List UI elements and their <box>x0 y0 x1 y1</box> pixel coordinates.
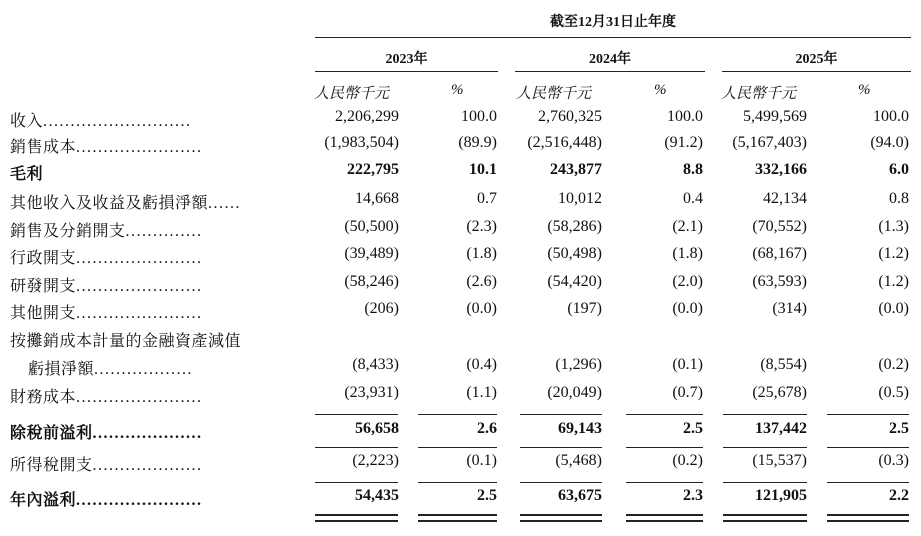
unit-amount-2023: 人民幣千元 <box>314 86 390 102</box>
amount-cell: (39,489) <box>344 245 399 262</box>
percent-cell: (1.2) <box>878 245 909 262</box>
amount-cell: 5,499,569 <box>743 108 807 125</box>
percent-cell: (94.0) <box>870 134 909 151</box>
percent-cell: 100.0 <box>873 108 909 125</box>
percent-cell: (0.5) <box>878 384 909 401</box>
subtotal-rule <box>827 482 909 483</box>
subtotal-rule <box>418 447 497 448</box>
amount-cell: 56,658 <box>355 420 399 437</box>
percent-cell: (0.2) <box>878 356 909 373</box>
total-double-rule <box>626 514 703 522</box>
percent-cell: 10.1 <box>469 161 497 178</box>
row-label <box>10 300 203 323</box>
amount-cell: (63,593) <box>752 273 807 290</box>
table-row <box>0 218 921 244</box>
amount-cell: (70,552) <box>752 218 807 235</box>
leader-dots: .................... <box>92 425 203 442</box>
subtotal-rule <box>315 414 398 415</box>
amount-cell: (68,167) <box>752 245 807 262</box>
year-2023-rule <box>315 71 498 72</box>
amount-cell: (2,223) <box>352 452 399 469</box>
row-label <box>10 161 43 184</box>
amount-cell: (20,049) <box>547 384 602 401</box>
row-label-text: 研發開支 <box>10 278 77 295</box>
amount-cell: (58,286) <box>547 218 602 235</box>
subtotal-rule <box>626 482 703 483</box>
subtotal-rule <box>626 447 703 448</box>
row-label-text: 收入 <box>10 113 44 130</box>
total-double-rule <box>723 514 807 522</box>
percent-cell: 6.0 <box>889 161 909 178</box>
row-label-text: 虧損淨額 <box>28 361 95 378</box>
leader-dots: ....................... <box>76 278 203 295</box>
amount-cell: (8,433) <box>352 356 399 373</box>
table-row <box>0 108 921 134</box>
row-label <box>10 273 203 296</box>
percent-cell: 2.5 <box>683 420 703 437</box>
percent-cell: 2.5 <box>477 487 497 504</box>
unit-amount-2024: 人民幣千元 <box>516 86 592 102</box>
amount-cell: 137,442 <box>755 420 807 437</box>
total-double-rule <box>418 514 497 522</box>
amount-cell: (50,498) <box>547 245 602 262</box>
percent-cell: (91.2) <box>664 134 703 151</box>
percent-cell: (2.1) <box>672 218 703 235</box>
amount-cell: (1,983,504) <box>324 134 399 151</box>
percent-cell: 0.7 <box>477 190 497 207</box>
total-double-rule <box>315 514 398 522</box>
unit-pct-2023: % <box>451 82 464 98</box>
leader-dots: .................... <box>92 457 203 474</box>
amount-cell: 54,435 <box>355 487 399 504</box>
percent-cell: 2.5 <box>889 420 909 437</box>
percent-cell: (89.9) <box>458 134 497 151</box>
amount-cell: (314) <box>772 300 807 317</box>
row-label-text: 其他開支 <box>10 305 77 322</box>
subtotal-rule <box>520 414 602 415</box>
leader-dots: ....................... <box>76 139 203 156</box>
percent-cell: 100.0 <box>667 108 703 125</box>
amount-cell: 42,134 <box>763 190 807 207</box>
year-2025-header: 2025年 <box>795 52 838 67</box>
percent-cell: 0.4 <box>683 190 703 207</box>
table-row <box>0 356 921 382</box>
amount-cell: (5,468) <box>555 452 602 469</box>
amount-cell: 63,675 <box>558 487 602 504</box>
row-label-text: 毛利 <box>10 166 44 183</box>
row-label <box>10 218 203 241</box>
amount-cell: (23,931) <box>344 384 399 401</box>
percent-cell: 2.3 <box>683 487 703 504</box>
leader-dots: ....................... <box>76 389 203 406</box>
row-label <box>10 108 192 131</box>
amount-cell: (25,678) <box>752 384 807 401</box>
percent-cell: 0.8 <box>889 190 909 207</box>
subtotal-rule <box>827 414 909 415</box>
percent-cell: (2.0) <box>672 273 703 290</box>
percent-cell: 2.6 <box>477 420 497 437</box>
percent-cell: (1.1) <box>466 384 497 401</box>
row-label <box>10 245 203 268</box>
percent-cell: (1.3) <box>878 218 909 235</box>
percent-cell: (0.0) <box>466 300 497 317</box>
amount-cell: (1,296) <box>555 356 602 373</box>
row-label-text: 銷售及分銷開支 <box>10 223 126 240</box>
table-row <box>0 161 921 187</box>
percent-cell: (1.8) <box>672 245 703 262</box>
amount-cell: (206) <box>364 300 399 317</box>
row-label <box>10 328 241 351</box>
table-row <box>0 487 921 513</box>
leader-dots: ....................... <box>76 250 203 267</box>
row-label-text: 行政開支 <box>10 250 77 267</box>
amount-cell: 10,012 <box>558 190 602 207</box>
row-label <box>10 452 203 475</box>
row-label <box>10 487 203 510</box>
amount-cell: 222,795 <box>347 161 399 178</box>
row-label-text: 財務成本 <box>10 389 77 406</box>
table-row <box>0 384 921 410</box>
amount-cell: (8,554) <box>760 356 807 373</box>
table-row <box>0 300 921 326</box>
leader-dots: ...... <box>208 195 242 212</box>
leader-dots: .................. <box>94 361 194 378</box>
row-label-text: 按攤銷成本計量的金融資產減值 <box>10 333 242 350</box>
row-label-text: 除稅前溢利 <box>10 425 93 442</box>
percent-cell: (0.1) <box>672 356 703 373</box>
subtotal-rule <box>315 482 398 483</box>
amount-cell: (2,516,448) <box>527 134 602 151</box>
amount-cell: 69,143 <box>558 420 602 437</box>
percent-cell: (0.0) <box>878 300 909 317</box>
amount-cell: (197) <box>567 300 602 317</box>
row-label-text: 年內溢利 <box>10 492 77 509</box>
amount-cell: 2,206,299 <box>335 108 399 125</box>
subtotal-rule <box>418 414 497 415</box>
row-label-text: 所得稅開支 <box>10 457 93 474</box>
table-row <box>0 273 921 299</box>
subtotal-rule <box>315 447 398 448</box>
subtotal-rule <box>723 414 807 415</box>
subtotal-rule <box>723 482 807 483</box>
total-double-rule <box>827 514 909 522</box>
table-row <box>0 452 921 478</box>
amount-cell: (15,537) <box>752 452 807 469</box>
leader-dots: ........................... <box>43 113 192 130</box>
table-row <box>0 328 921 354</box>
leader-dots: ....................... <box>76 492 203 509</box>
amount-cell: 243,877 <box>550 161 602 178</box>
year-2024-header: 2024年 <box>589 52 631 67</box>
percent-cell: (0.3) <box>878 452 909 469</box>
period-rule <box>315 37 911 38</box>
subtotal-rule <box>520 482 602 483</box>
subtotal-rule <box>520 447 602 448</box>
table-row <box>0 134 921 160</box>
subtotal-rule <box>827 447 909 448</box>
leader-dots: .............. <box>125 223 203 240</box>
percent-cell: (0.4) <box>466 356 497 373</box>
amount-cell: (50,500) <box>344 218 399 235</box>
table-row <box>0 420 921 446</box>
leader-dots: ....................... <box>76 305 203 322</box>
row-label <box>10 190 241 213</box>
year-2024-rule <box>515 71 705 72</box>
amount-cell: 332,166 <box>755 161 807 178</box>
amount-cell: 14,668 <box>355 190 399 207</box>
table-row <box>0 190 921 216</box>
subtotal-rule <box>723 447 807 448</box>
percent-cell: (0.1) <box>466 452 497 469</box>
percent-cell: 8.8 <box>683 161 703 178</box>
table-row <box>0 245 921 271</box>
row-label-text: 銷售成本 <box>10 139 77 156</box>
total-double-rule <box>520 514 602 522</box>
row-label <box>10 420 203 443</box>
subtotal-rule <box>418 482 497 483</box>
percent-cell: (1.2) <box>878 273 909 290</box>
unit-pct-2025: % <box>858 82 871 98</box>
percent-cell: (0.7) <box>672 384 703 401</box>
percent-cell: (2.6) <box>466 273 497 290</box>
amount-cell: (54,420) <box>547 273 602 290</box>
row-label <box>10 384 203 407</box>
percent-cell: (1.8) <box>466 245 497 262</box>
year-2023-header: 2023年 <box>385 52 428 67</box>
unit-amount-2025: 人民幣千元 <box>721 86 797 102</box>
amount-cell: 121,905 <box>755 487 807 504</box>
period-header: 截至12月31日止年度 <box>550 15 676 30</box>
unit-pct-2024: % <box>654 82 667 98</box>
row-label <box>28 356 193 379</box>
row-label-text: 其他收入及收益及虧損淨額 <box>10 195 209 212</box>
percent-cell: 2.2 <box>889 487 909 504</box>
percent-cell: (0.0) <box>672 300 703 317</box>
year-2025-rule <box>722 71 911 72</box>
amount-cell: (58,246) <box>344 273 399 290</box>
subtotal-rule <box>626 414 703 415</box>
percent-cell: (0.2) <box>672 452 703 469</box>
percent-cell: (2.3) <box>466 218 497 235</box>
amount-cell: 2,760,325 <box>538 108 602 125</box>
percent-cell: 100.0 <box>461 108 497 125</box>
amount-cell: (5,167,403) <box>732 134 807 151</box>
row-label <box>10 134 203 157</box>
